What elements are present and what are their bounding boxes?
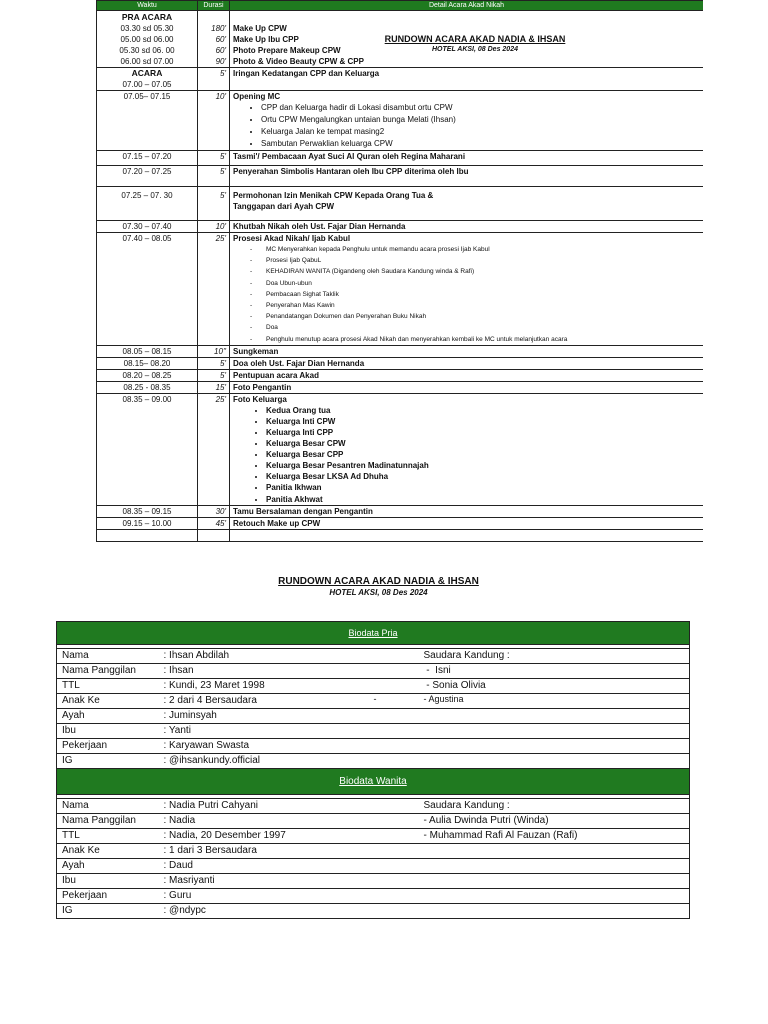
- schedule-row: [97, 517, 704, 529]
- permohonan-row: [97, 187, 704, 221]
- duration-cell: 180': [211, 24, 226, 33]
- table-row: [57, 904, 690, 919]
- foto-keluarga-title: Foto Keluarga: [233, 394, 287, 404]
- duration-cell: 5': [220, 69, 226, 78]
- field-key: Ayah: [57, 859, 159, 874]
- duration-cell: 10': [198, 221, 230, 233]
- time-cell: 07.15 – 07.20: [97, 151, 198, 166]
- biodata-wanita-header: Biodata Wanita: [339, 775, 407, 787]
- duration-cell: 5': [198, 187, 230, 221]
- schedule-row: [97, 505, 704, 517]
- list-item: - MC Menyerahkan kepada Penghulu untuk memandu acara prosesi Ijab Kabul: [266, 244, 700, 255]
- field-value: : @ndypc: [159, 904, 419, 919]
- list-item: • Keluarga Besar CPW: [266, 438, 700, 449]
- field-value-text: : 2 dari 4 Bersaudara: [163, 695, 257, 706]
- list-item: • Keluarga Besar LKSA Ad Dhuha: [266, 471, 700, 482]
- biodata-wanita-header-row: [57, 769, 690, 795]
- field-key: Ibu: [57, 724, 159, 739]
- field-value: : Nadia: [159, 814, 419, 829]
- time-cell: 07.20 – 07.25: [97, 166, 198, 187]
- page-title: RUNDOWN ACARA AKAD NADIA & IHSAN: [278, 576, 479, 587]
- biodata-pria-header: Biodata Pria: [348, 628, 398, 638]
- sibling-cell: [419, 724, 690, 739]
- overlay-title: [380, 34, 570, 54]
- overlay-subtitle-text: HOTEL AKSI, 08 Des 2024: [432, 46, 518, 53]
- table-row: [57, 754, 690, 769]
- time-cell: 06.00 sd 07.00: [120, 57, 174, 66]
- acara-label: ACARA: [131, 68, 163, 78]
- detail-cell: Pentupuan acara Akad: [230, 369, 704, 381]
- detail-line: Permohonan Izin Menikah CPW Kepada Orang Tua &: [233, 191, 434, 200]
- duration-cell: 30': [198, 505, 230, 517]
- sibling-cell: - Agustina: [419, 694, 690, 709]
- time-cell: 08.05 – 08.15: [97, 345, 198, 357]
- field-value: [159, 694, 419, 709]
- table-row: [57, 829, 690, 844]
- rundown-page: [96, 0, 703, 542]
- rundown-table: [96, 0, 703, 542]
- prosesi-row: [97, 233, 704, 346]
- detail-cell: Foto Pengantin: [230, 381, 704, 393]
- biodata-table: [56, 621, 690, 919]
- table-row: [57, 709, 690, 724]
- table-row: [57, 724, 690, 739]
- list-item: • Ortu CPW Mengalungkan untaian bunga Melati (Ihsan): [261, 114, 700, 126]
- foto-keluarga-row: [97, 393, 704, 505]
- list-item: • Keluarga Inti CPP: [266, 427, 700, 438]
- detail-line: Tanggapan dari Ayah CPW: [233, 202, 335, 211]
- prosesi-list: [233, 244, 700, 345]
- detail-cell: Make Up Ibu CPP: [233, 35, 299, 44]
- field-value: : Masriyanti: [159, 874, 419, 889]
- detail-cell: Sungkeman: [230, 345, 704, 357]
- stray-dash: -: [373, 694, 377, 704]
- biodata-pria-header-row: [57, 622, 690, 645]
- sibling-cell: Saudara Kandung :: [419, 649, 690, 664]
- list-item: - Doa: [266, 322, 700, 333]
- field-value: : Nadia Putri Cahyani: [159, 799, 419, 814]
- list-item: • Keluarga Inti CPW: [266, 416, 700, 427]
- field-key: Ayah: [57, 709, 159, 724]
- list-item: • Keluarga Besar CPP: [266, 449, 700, 460]
- schedule-row: [97, 151, 704, 166]
- list-item: • Panitia Akhwat: [266, 494, 700, 505]
- schedule-row: [97, 221, 704, 233]
- field-key: Nama: [57, 649, 159, 664]
- schedule-row: [97, 166, 704, 187]
- schedule-row: [97, 345, 704, 357]
- time-cell: 08.35 – 09.00: [97, 393, 198, 505]
- field-value: : Ihsan Abdilah: [159, 649, 419, 664]
- field-key: IG: [57, 904, 159, 919]
- field-value: : Karyawan Swasta: [159, 739, 419, 754]
- list-item: - KEHADIRAN WANITA (Digandeng oleh Saudara Kandung winda & Rafi): [266, 266, 700, 277]
- page-subtitle: HOTEL AKSI, 08 Des 2024: [329, 588, 428, 597]
- table-row: [57, 814, 690, 829]
- duration-cell: 15': [198, 381, 230, 393]
- table-row: [57, 889, 690, 904]
- schedule-row: [97, 357, 704, 369]
- time-cell: 05.30 sd 06. 00: [119, 46, 175, 55]
- time-cell: 08.20 – 08.25: [97, 369, 198, 381]
- detail-cell: Penyerahan Simbolis Hantaran oleh Ibu CPP diterima oleh Ibu: [230, 166, 704, 187]
- duration-cell: 5': [198, 369, 230, 381]
- sibling-cell: - Muhammad Rafi Al Fauzan (Rafi): [419, 829, 690, 844]
- schedule-row: [97, 381, 704, 393]
- time-cell: 07.25 – 07. 30: [97, 187, 198, 221]
- table-row: [57, 874, 690, 889]
- time-cell: 07.00 – 07.05: [122, 80, 172, 89]
- header-durasi: Durasi: [198, 1, 230, 11]
- time-cell: 08.25 - 08.35: [97, 381, 198, 393]
- duration-cell: 10': [198, 91, 230, 151]
- field-value: : @ihsankundy.official: [159, 754, 419, 769]
- list-item: • Panitia Ikhwan: [266, 482, 700, 493]
- acara-row: [97, 68, 704, 91]
- sibling-cell: [419, 739, 690, 754]
- field-key: Anak Ke: [57, 844, 159, 859]
- duration-cell: 25': [198, 393, 230, 505]
- field-value: : Juminsyah: [159, 709, 419, 724]
- table-row: [57, 799, 690, 814]
- detail-cell: Khutbah Nikah oleh Ust. Fajar Dian Hernanda: [230, 221, 704, 233]
- list-item: • Keluarga Besar Pesantren Madinatunnajah: [266, 460, 700, 471]
- field-key: Nama Panggilan: [57, 664, 159, 679]
- duration-cell: 45': [198, 517, 230, 529]
- list-item: • Kedua Orang tua: [266, 405, 700, 416]
- field-key: Ibu: [57, 874, 159, 889]
- biodata-title-block: [200, 575, 557, 598]
- table-row: [57, 844, 690, 859]
- sibling-cell: Saudara Kandung :: [419, 799, 690, 814]
- detail-cell: Doa oleh Ust. Fajar Dian Hernanda: [230, 357, 704, 369]
- duration-cell: 60': [215, 46, 226, 55]
- detail-cell: Tamu Bersalaman dengan Pengantin: [230, 505, 704, 517]
- list-item: • CPP dan Keluarga hadir di Lokasi disambut ortu CPW: [261, 102, 700, 114]
- field-value: : Kundi, 23 Maret 1998: [159, 679, 419, 694]
- sibling-cell: [419, 709, 690, 724]
- detail-cell: Photo Prepare Makeup CPW: [233, 46, 341, 55]
- header-detail: Detail Acara Akad Nikah: [230, 1, 704, 11]
- sibling-cell: [419, 889, 690, 904]
- field-key: TTL: [57, 829, 159, 844]
- duration-cell: 90': [215, 57, 226, 66]
- prosesi-title: Prosesi Akad Nikah/ Ijab Kabul: [233, 234, 351, 243]
- sibling-cell: - Isni: [419, 664, 690, 679]
- field-key: Pekerjaan: [57, 739, 159, 754]
- field-key: Pekerjaan: [57, 889, 159, 904]
- time-cell: 07.30 – 07.40: [97, 221, 198, 233]
- sibling-cell: [419, 859, 690, 874]
- field-key: IG: [57, 754, 159, 769]
- rundown-header-row: [97, 1, 704, 11]
- detail-cell: Photo & Video Beauty CPW & CPP: [233, 57, 364, 66]
- time-cell: 05.00 sd 06.00: [120, 35, 174, 44]
- foto-keluarga-list: [233, 405, 700, 505]
- sibling-cell: [419, 874, 690, 889]
- time-cell: 07.40 – 08.05: [97, 233, 198, 346]
- field-key: Anak Ke: [57, 694, 159, 709]
- sibling-cell: [419, 844, 690, 859]
- list-item: - Penghulu menutup acara prosesi Akad Nikah dan menyerahkan kembali ke MC untuk melanjutkan acara: [266, 334, 700, 345]
- table-row: [57, 859, 690, 874]
- duration-cell: 5': [198, 166, 230, 187]
- detail-cell: Tasmi'/ Pembacaan Ayat Suci Al Quran oleh Regina Maharani: [230, 151, 704, 166]
- field-key: TTL: [57, 679, 159, 694]
- duration-cell: 5': [198, 357, 230, 369]
- table-row: [57, 694, 690, 709]
- opening-title: Opening MC: [233, 92, 281, 101]
- list-item: - Penyerahan Mas Kawin: [266, 300, 700, 311]
- list-item: - Penandatangan Dokumen dan Penyerahan Buku Nikah: [266, 311, 700, 322]
- header-waktu: Waktu: [97, 1, 198, 11]
- detail-cell: Iringan Kedatangan CPP dan Keluarga: [233, 69, 380, 78]
- field-value: : Guru: [159, 889, 419, 904]
- list-item: - Prosesi Ijab QabuL: [266, 255, 700, 266]
- sibling-cell: - Sonia Olivia: [419, 679, 690, 694]
- time-cell: 07.05– 07.15: [97, 91, 198, 151]
- table-row: [57, 664, 690, 679]
- time-cell: 08.15– 08.20: [97, 357, 198, 369]
- duration-cell: 25': [198, 233, 230, 346]
- sibling-cell: - Aulia Dwinda Putri (Winda): [419, 814, 690, 829]
- field-value: : Yanti: [159, 724, 419, 739]
- field-value: : Nadia, 20 Desember 1997: [159, 829, 419, 844]
- opening-row: [97, 91, 704, 151]
- table-row: [57, 739, 690, 754]
- table-row: [57, 649, 690, 664]
- sibling-cell: [419, 904, 690, 919]
- field-key: Nama: [57, 799, 159, 814]
- time-cell: 03.30 sd 05.30: [120, 24, 174, 33]
- list-item: - Doa Ubun-ubun: [266, 278, 700, 289]
- list-item: - Pembacaan Sighat Taklik: [266, 289, 700, 300]
- pra-acara-label: PRA ACARA: [121, 12, 173, 22]
- detail-cell: Retouch Make up CPW: [230, 517, 704, 529]
- schedule-row-cut: [97, 529, 704, 541]
- field-value: : 1 dari 3 Bersaudara: [159, 844, 419, 859]
- duration-cell: 10'': [198, 345, 230, 357]
- list-item: • Keluarga Jalan ke tempat masing2: [261, 126, 700, 138]
- field-value: : Daud: [159, 859, 419, 874]
- duration-cell: 60': [215, 35, 226, 44]
- duration-cell: 5': [198, 151, 230, 166]
- opening-list: [233, 102, 700, 150]
- schedule-row: [97, 369, 704, 381]
- detail-cell: Make Up CPW: [233, 24, 287, 33]
- list-item: • Sambutan Perwaklian keluarga CPW: [261, 138, 700, 150]
- time-cell: 08.35 – 09.15: [97, 505, 198, 517]
- field-key: Nama Panggilan: [57, 814, 159, 829]
- overlay-title-text: RUNDOWN ACARA AKAD NADIA & IHSAN: [384, 34, 566, 44]
- sibling-cell: [419, 754, 690, 769]
- time-cell: 09.15 – 10.00: [97, 517, 198, 529]
- field-value: : Ihsan: [159, 664, 419, 679]
